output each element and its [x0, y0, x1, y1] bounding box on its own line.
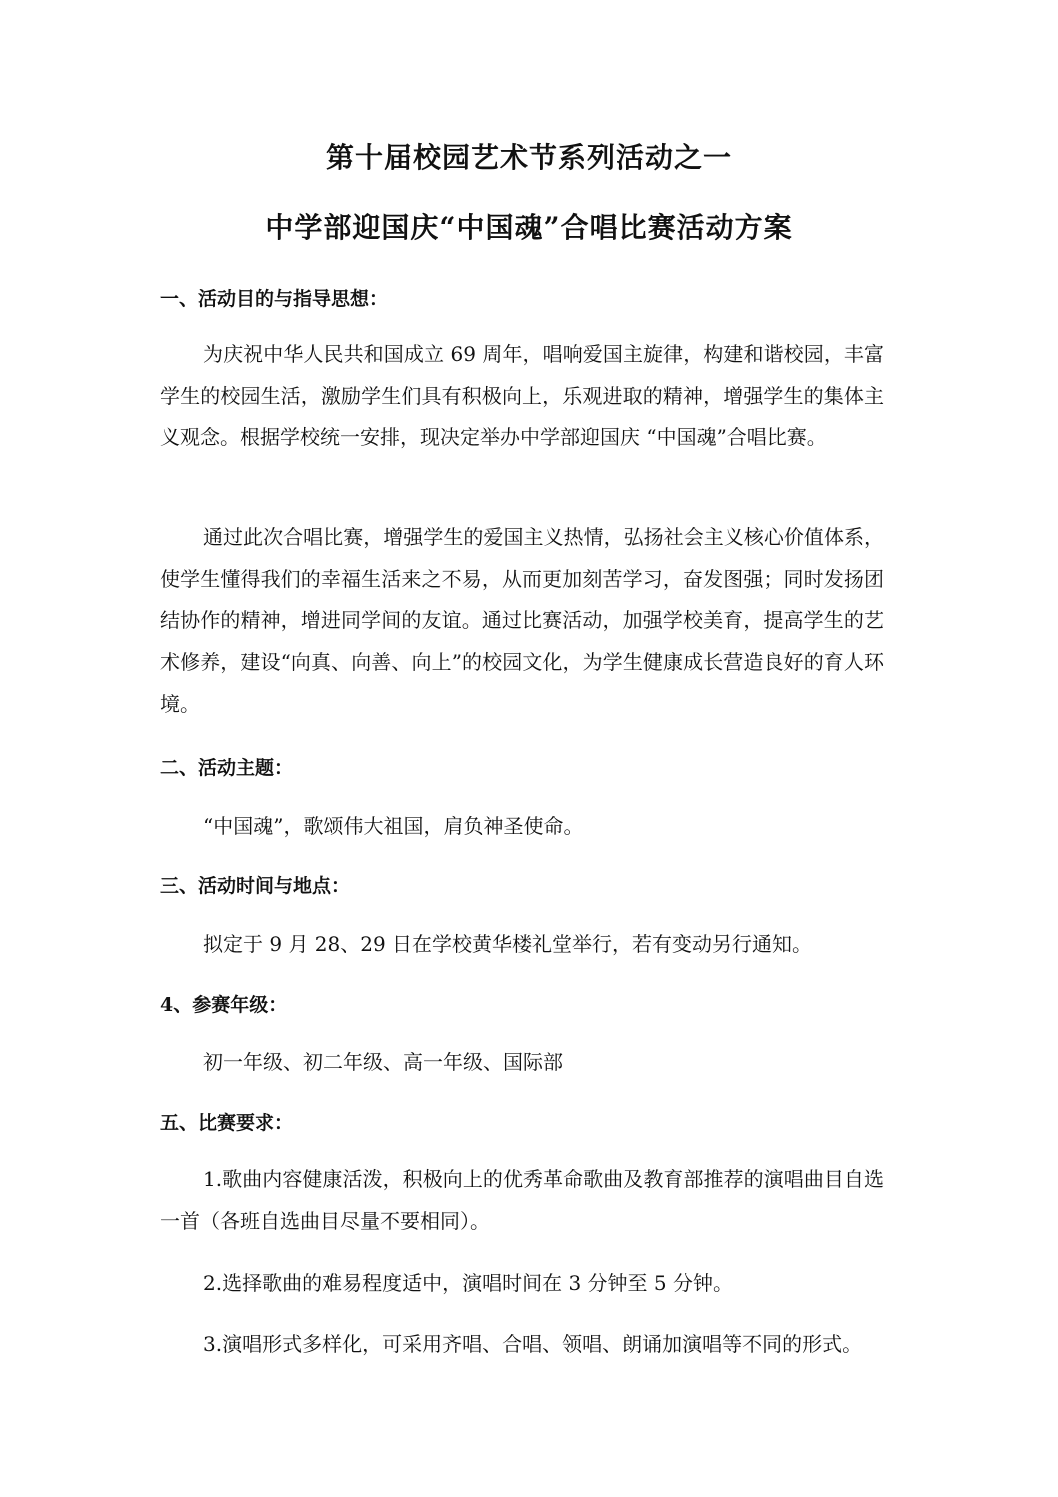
purpose-paragraph-2: 通过此次合唱比赛，增强学生的爱国主义热情，弘扬社会主义核心价值体系，使学生懂得我们的幸福生活来之不易，从而更加刻苦学习，奋发图强；同时发扬团结协作的精神，增进同学间的友谊。通过比赛活动，加强学校美育，提高学生的艺术修养，建设“向真、向善、向上”的校园文化，为学生健康成长营造良好的育人环境。: [160, 525, 884, 716]
requirement-1: 1.歌曲内容健康活泼，积极向上的优秀革命歌曲及教育部推荐的演唱曲目自选一首（各班自选曲目尽量不要相同）。: [160, 1167, 884, 1233]
time-place-text: 拟定于 9 月 28、29 日在学校黄华楼礼堂举行，若有变动另行通知。: [203, 932, 813, 956]
requirement-3: 3.演唱形式多样化，可采用齐唱、合唱、领唱、朗诵加演唱等不同的形式。: [203, 1332, 863, 1356]
theme-text: “中国魂”，歌颂伟大祖国，肩负神圣使命。: [203, 814, 584, 838]
section-heading-requirements: 五、比赛要求：: [160, 1112, 294, 1134]
document-title: 中学部迎国庆“中国魂”合唱比赛活动方案: [265, 211, 793, 244]
section-heading-time-place: 三、活动时间与地点：: [160, 875, 351, 897]
section-heading-theme: 二、活动主题：: [160, 757, 294, 779]
requirement-2: 2.选择歌曲的难易程度适中，演唱时间在 3 分钟至 5 分钟。: [203, 1271, 733, 1295]
section-heading-grades: 4、参赛年级：: [160, 994, 288, 1016]
section-heading-purpose: 一、活动目的与指导思想：: [160, 288, 389, 310]
grades-text: 初一年级、初二年级、高一年级、国际部: [203, 1050, 563, 1074]
purpose-paragraph-1: 为庆祝中华人民共和国成立 69 周年，唱响爱国主旋律，构建和谐校园，丰富学生的校园生活，激励学生们具有积极向上，乐观进取的精神，增强学生的集体主义观念。根据学校统一安排，现决定举办中学部迎国庆 “中国魂”合唱比赛。: [160, 342, 884, 450]
document-supertitle: 第十届校园艺术节系列活动之一: [325, 141, 732, 174]
